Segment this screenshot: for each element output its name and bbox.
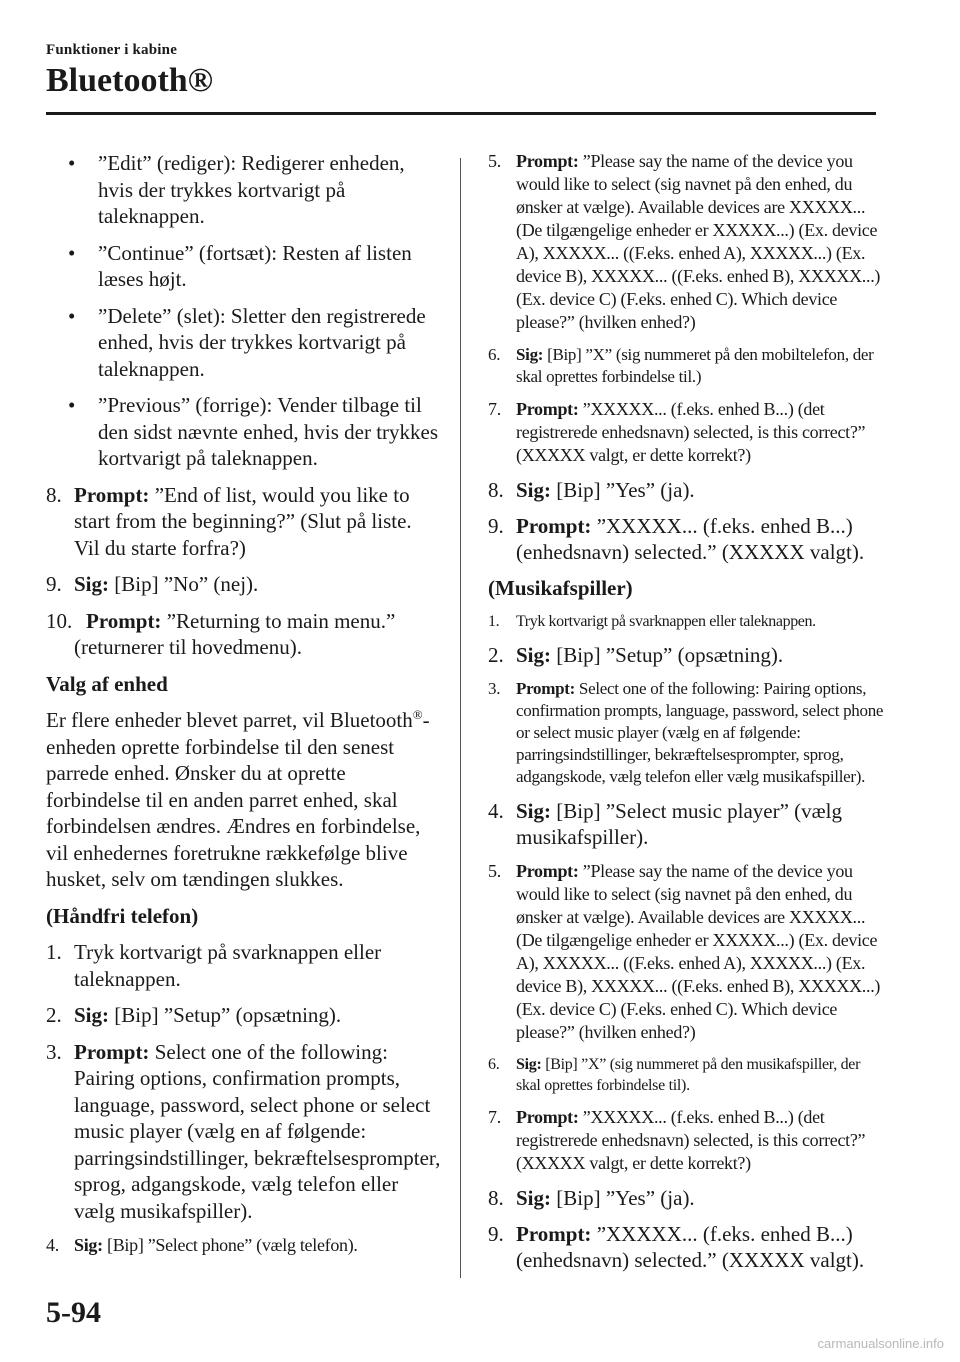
step-number: 1. bbox=[46, 940, 62, 964]
step-item bbox=[46, 482, 441, 562]
step-number: 6. bbox=[488, 1056, 500, 1073]
step-item bbox=[46, 571, 441, 598]
step-item bbox=[488, 611, 888, 632]
step-number: 9. bbox=[488, 1222, 504, 1246]
step-text: ”XXXXX... (f.eks. enhed B...) (det registrerede enhedsnavn) selected, is this correct?” (XXXXX valgt, er dette korrekt?) bbox=[516, 399, 866, 465]
bullet-icon: • bbox=[68, 240, 76, 265]
step-text: ”XXXXX... (f.eks. enhed B...) (enhedsnavn) selected.” (XXXXX valgt). bbox=[516, 514, 865, 564]
step-label: Sig: bbox=[516, 643, 552, 667]
step-number: 5. bbox=[488, 861, 501, 881]
step-label: Sig: bbox=[516, 478, 552, 502]
bullet-icon: • bbox=[68, 151, 76, 175]
step-text: [Bip] ”Select phone” (vælg telefon). bbox=[107, 1235, 358, 1255]
step-text: [Bip] ”X” (sig nummeret på den musikafspiller, der skal oprettes forbindelse til). bbox=[516, 1056, 861, 1094]
step-item bbox=[488, 513, 888, 565]
step-item bbox=[488, 642, 888, 668]
step-label: Prompt: bbox=[74, 1039, 150, 1064]
step-label: Prompt: bbox=[516, 1222, 592, 1246]
step-item bbox=[488, 477, 888, 503]
step-text: [Bip] ”No” (nej). bbox=[114, 572, 259, 596]
step-item bbox=[488, 798, 888, 850]
section-label: Funktioner i kabine bbox=[46, 42, 178, 58]
step-number: 8. bbox=[488, 1186, 504, 1210]
step-item bbox=[488, 1185, 888, 1211]
bullet-item bbox=[46, 303, 441, 383]
column-divider bbox=[460, 158, 461, 1278]
right-column bbox=[488, 150, 888, 1283]
step-text: Tryk kortvarigt på svarknappen eller taleknappen. bbox=[74, 940, 382, 991]
left-column bbox=[46, 150, 441, 1267]
step-item bbox=[488, 344, 888, 388]
step-number: 9. bbox=[488, 514, 504, 538]
step-label: Sig: bbox=[516, 799, 552, 823]
step-label: Sig: bbox=[516, 1186, 552, 1210]
step-label: Prompt: bbox=[516, 1107, 579, 1127]
heading-handsfree-phone: (Håndfri telefon) bbox=[46, 903, 199, 928]
step-number: 8. bbox=[488, 478, 504, 502]
step-number: 3. bbox=[488, 679, 501, 698]
step-item bbox=[488, 1221, 888, 1273]
step-item bbox=[46, 1234, 441, 1257]
bullet-icon: • bbox=[68, 393, 76, 417]
step-number: 2. bbox=[46, 1003, 62, 1027]
step-text: Select one of the following: Pairing options, confirmation prompts, language, password, select phone or select music player (vælg en af følgende: parringsindstillinger, bekræftelsesprompter, sprog, adgangskode, vælg telefon eller vælg musikafspiller). bbox=[74, 1039, 441, 1223]
heading-music-player: (Musikafspiller) bbox=[488, 576, 633, 600]
bullet-item bbox=[46, 240, 441, 293]
step-label: Prompt: bbox=[516, 861, 579, 881]
step-number: 9. bbox=[46, 572, 62, 596]
step-text: [Bip] ”Yes” (ja). bbox=[556, 1186, 695, 1210]
step-label: Sig: bbox=[516, 1056, 542, 1073]
step-item bbox=[46, 1002, 441, 1029]
step-text: Select one of the following: Pairing options, confirmation prompts, language, password, select phone or select music player (vælg en af følgende: parringsindstillinger, bekræftelsesprompter, sprog, adgangskode, vælg telefon eller vælg musikafspiller). bbox=[516, 679, 884, 786]
step-item bbox=[488, 398, 888, 467]
step-number: 3. bbox=[46, 1039, 62, 1064]
step-label: Sig: bbox=[74, 572, 110, 596]
step-number: 1. bbox=[488, 613, 500, 630]
step-text: [Bip] ”Setup” (opsætning). bbox=[556, 643, 784, 667]
step-label: Prompt: bbox=[516, 679, 575, 698]
step-item bbox=[46, 608, 441, 661]
page-number: 5-94 bbox=[46, 1296, 101, 1329]
step-number: 8. bbox=[46, 482, 62, 507]
bullet-text: ”Delete” (slet): Sletter den registrerede enhed, hvis der trykkes kortvarigt på taleknappen. bbox=[98, 303, 426, 381]
registered-mark: ® bbox=[412, 707, 423, 722]
intro-paragraph: Er flere enheder blevet parret, vil Bluetooth®-enheden oprette forbindelse til den senest parrede enhed. Ønsker du at oprette forbindelse til en anden parret enhed, skal forbindelsen ændres. Ændres en forbindelse, vil enhedernes foretrukne rækkefølge blive husket, selv om tændingen slukkes. bbox=[46, 707, 430, 891]
step-label: Prompt: bbox=[516, 399, 579, 419]
page-title: Bluetooth® bbox=[46, 62, 214, 99]
step-text: ”Returning to main menu.” (returnerer til hovedmenu). bbox=[74, 608, 396, 659]
step-item bbox=[46, 939, 441, 992]
step-item bbox=[46, 1039, 441, 1225]
step-number: 6. bbox=[488, 345, 501, 364]
bullet-item bbox=[46, 150, 441, 230]
step-label: Prompt: bbox=[86, 608, 162, 633]
step-text: ”End of list, would you like to start from the beginning?” (Slut på liste. Vil du starte forfra?) bbox=[74, 482, 412, 560]
bullet-text: ”Previous” (forrige): Vender tilbage til den sidst nævnte enhed, hvis der trykkes kortvarigt på taleknappen. bbox=[98, 393, 439, 470]
step-number: 7. bbox=[488, 399, 501, 419]
step-text: ”XXXXX... (f.eks. enhed B...) (enhedsnavn) selected.” (XXXXX valgt). bbox=[516, 1222, 865, 1272]
step-label: Sig: bbox=[516, 345, 544, 364]
step-number: 4. bbox=[46, 1235, 59, 1255]
step-item bbox=[488, 860, 888, 1044]
bullet-text: ”Edit” (rediger): Redigerer enheden, hvis der trykkes kortvarigt på taleknappen. bbox=[98, 151, 405, 228]
step-label: Prompt: bbox=[516, 151, 579, 171]
step-number: 5. bbox=[488, 151, 501, 171]
step-label: Prompt: bbox=[516, 514, 592, 538]
step-item bbox=[488, 1054, 888, 1096]
step-text: Tryk kortvarigt på svarknappen eller taleknappen. bbox=[516, 613, 816, 630]
step-text: [Bip] ”Select music player” (vælg musikafspiller). bbox=[516, 799, 843, 849]
header-rule bbox=[46, 112, 876, 115]
step-label: Sig: bbox=[74, 1235, 103, 1255]
step-item bbox=[488, 678, 888, 788]
heading-device-selection: Valg af enhed bbox=[46, 671, 168, 696]
bullet-icon: • bbox=[68, 303, 76, 328]
step-text: [Bip] ”X” (sig nummeret på den mobiltelefon, der skal oprettes forbindelse til.) bbox=[516, 345, 874, 386]
step-number: 2. bbox=[488, 643, 504, 667]
step-item bbox=[488, 150, 888, 334]
step-text: [Bip] ”Setup” (opsætning). bbox=[114, 1003, 342, 1027]
bullet-text: ”Continue” (fortsæt): Resten af listen læses højt. bbox=[98, 240, 412, 291]
step-text: ”Please say the name of the device you would like to select (sig navnet på den enhed, du ønsker at vælge). Available devices are XXXXX... (De tilgængelige enheder er XXXXX...) (Ex. device A), XXXXX... ((F.eks. enhed A), XXXXX...) (Ex. device B), XXXXX... ((F.eks. enhed B), XXXXX...) (Ex. device C) (F.eks. enhed C). Which device please?” (hvilken enhed?) bbox=[516, 151, 881, 332]
step-text: ”XXXXX... (f.eks. enhed B...) (det registrerede enhedsnavn) selected, is this correct?” (XXXXX valgt, er dette korrekt?) bbox=[516, 1107, 866, 1173]
step-number: 10. bbox=[46, 608, 73, 633]
step-label: Sig: bbox=[74, 1003, 110, 1027]
step-label: Prompt: bbox=[74, 482, 150, 507]
step-number: 4. bbox=[488, 799, 504, 823]
step-number: 7. bbox=[488, 1107, 501, 1127]
step-item bbox=[488, 1106, 888, 1175]
step-text: [Bip] ”Yes” (ja). bbox=[556, 478, 695, 502]
watermark: carmanualsonline.info bbox=[817, 1336, 944, 1351]
step-text: ”Please say the name of the device you would like to select (sig navnet på den enhed, du ønsker at vælge). Available devices are XXXXX... (De tilgængelige enheder er XXXXX...) (Ex. device A), XXXXX... ((F.eks. enhed A), XXXXX...) (Ex. device B), XXXXX... ((F.eks. enhed B), XXXXX...) (Ex. device C) (F.eks. enhed C). Which device please?” (hvilken enhed?) bbox=[516, 861, 881, 1042]
bullet-item bbox=[46, 392, 441, 472]
